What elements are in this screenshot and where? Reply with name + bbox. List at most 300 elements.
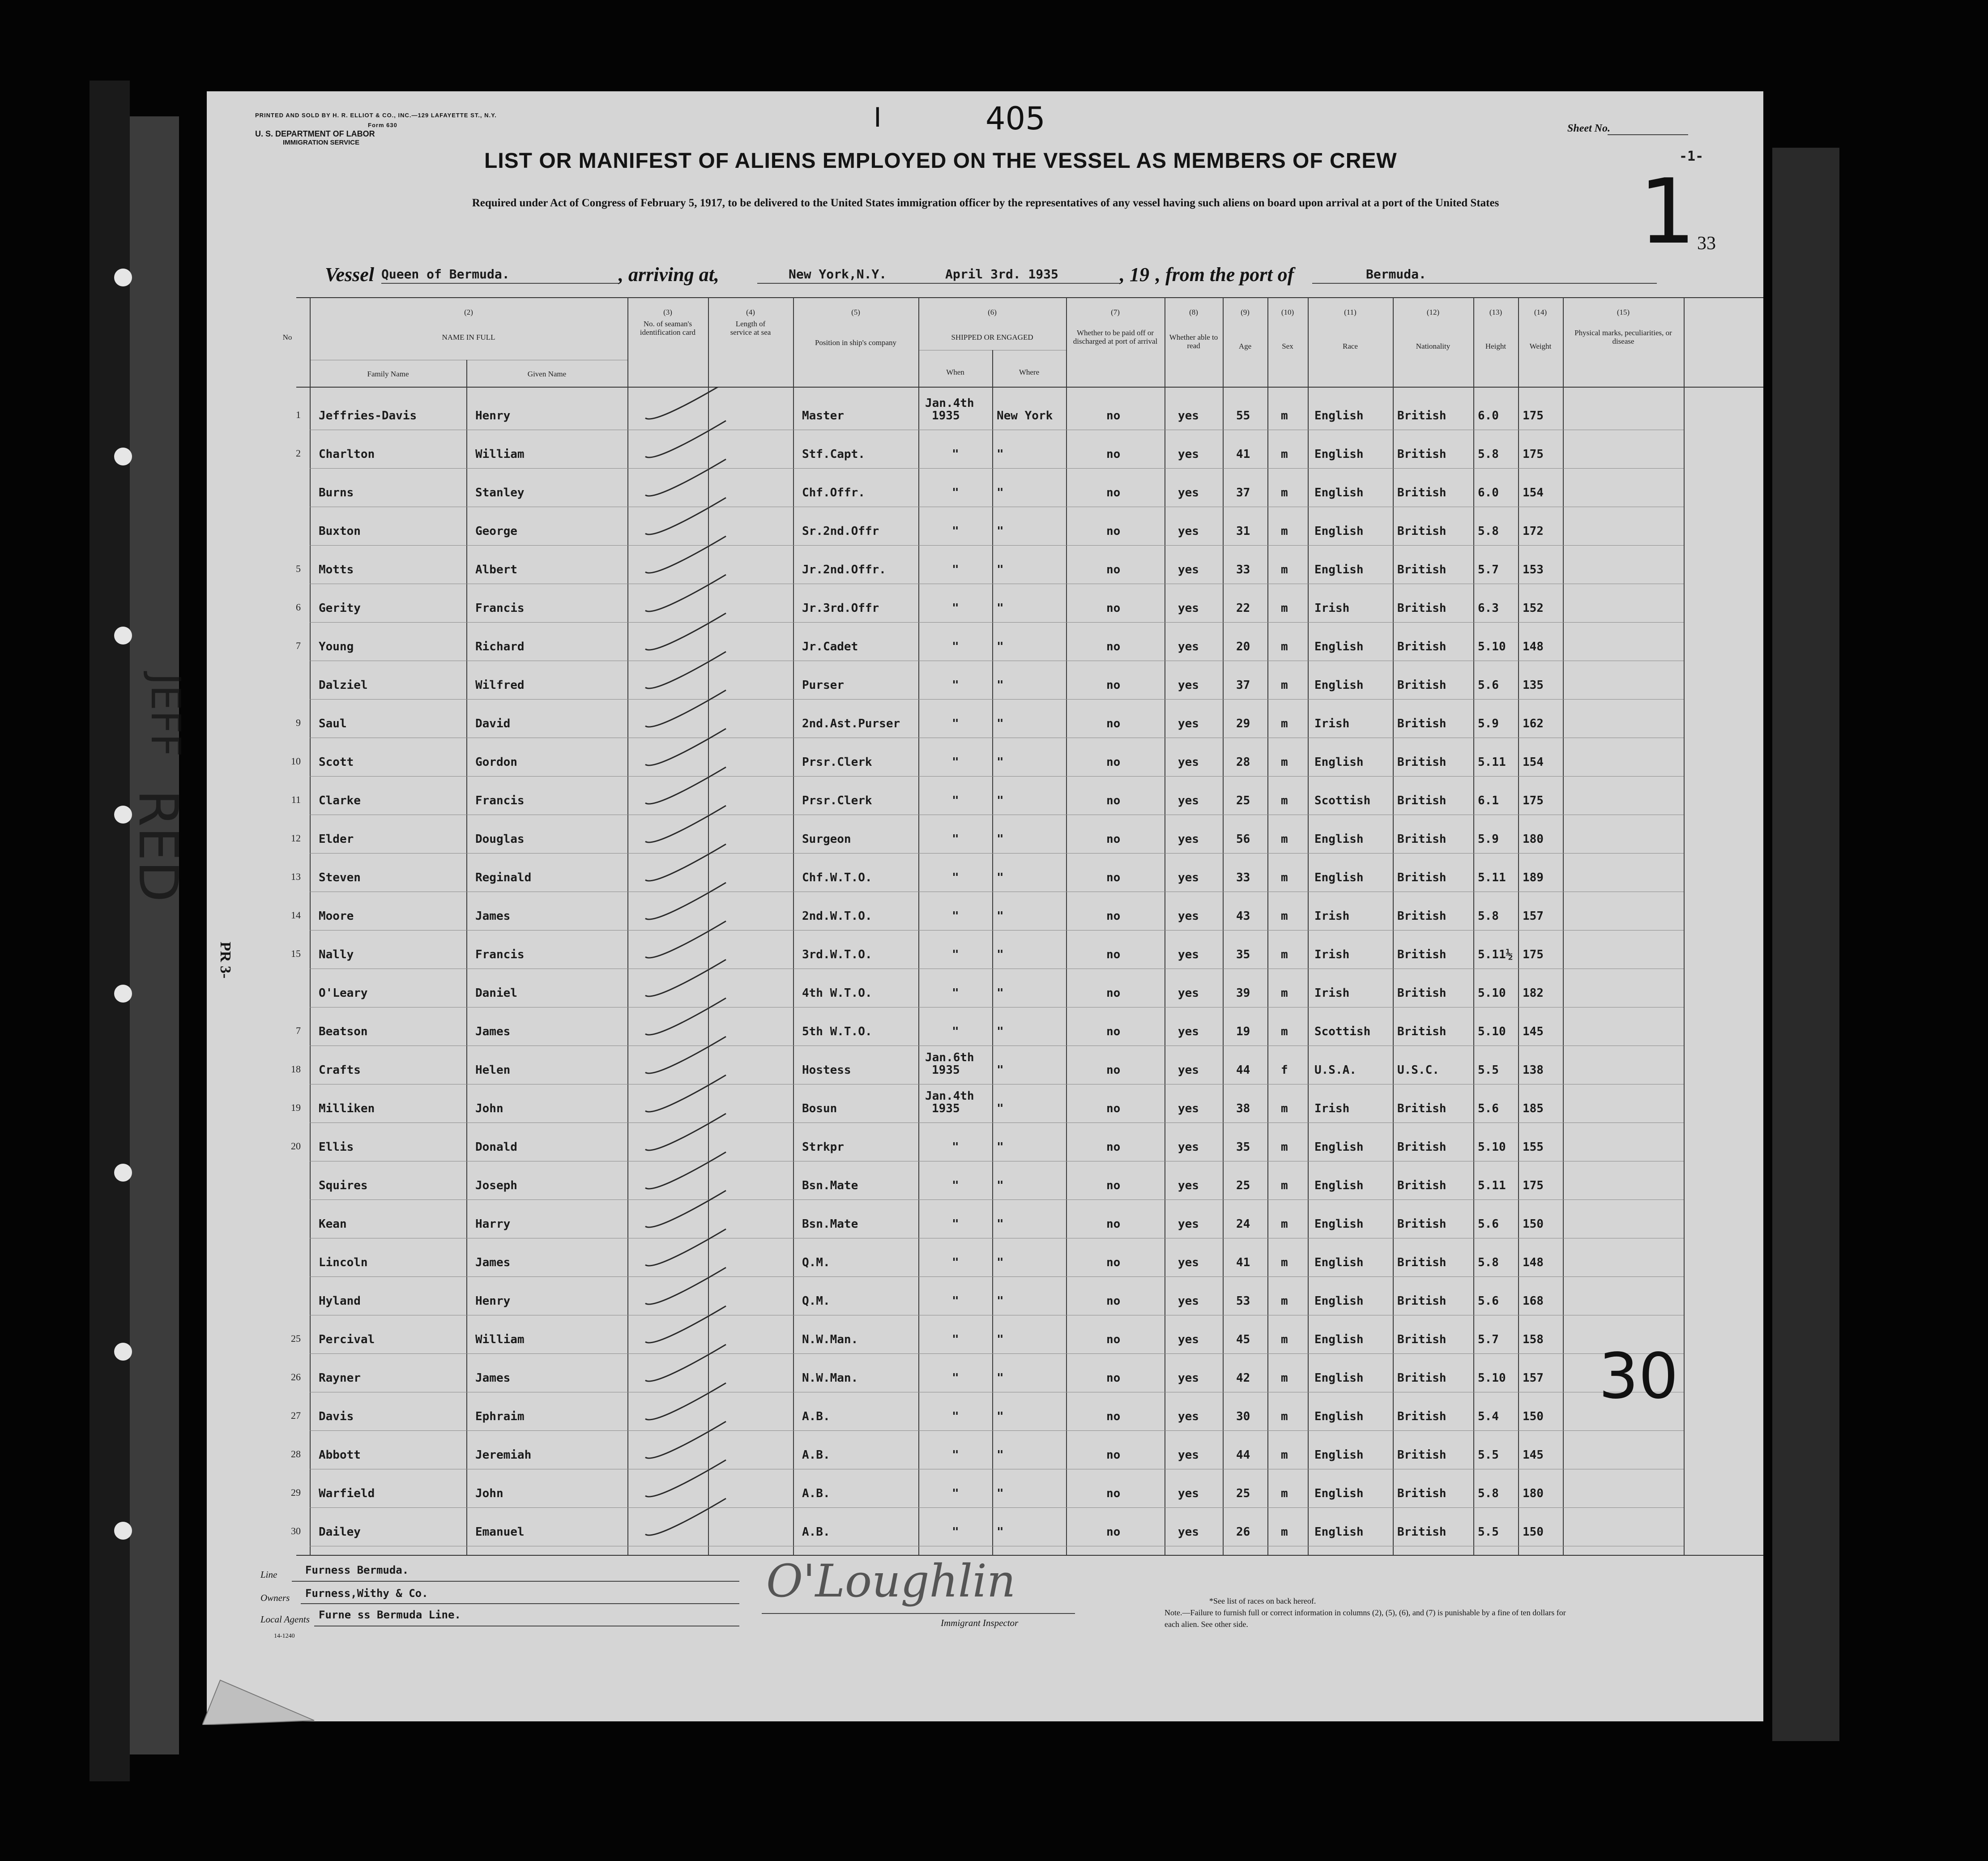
cell-sex: m [1281, 871, 1288, 884]
cell-nationality: British [1397, 640, 1446, 653]
vessel-line [381, 283, 619, 284]
cell-weight: 180 [1523, 1487, 1544, 1500]
cell-where: " [997, 563, 1004, 576]
col-6-number: (6) [988, 308, 997, 316]
cell-family: Kean [319, 1217, 347, 1231]
cell-when: " [952, 1025, 959, 1038]
cell-race: English [1314, 1294, 1364, 1308]
row-number: 28 [291, 1448, 301, 1460]
check-strokes [627, 387, 798, 1568]
row-number: 7 [296, 640, 301, 651]
cell-able-to-read: yes [1178, 717, 1199, 730]
cell-weight: 154 [1523, 755, 1544, 769]
cell-when: " [952, 1217, 959, 1231]
cell-where: " [997, 1217, 1004, 1231]
cell-when: " [952, 717, 959, 730]
penalty-note: Note.—Failure to furnish full or correct information in columns (2), (5), (6), and (7) is punishable by a fine of ten dollars for each alien. See other side. [1165, 1608, 1566, 1629]
cell-where: " [997, 1063, 1004, 1077]
cell-age: 25 [1236, 794, 1250, 807]
cell-given: Harry [475, 1217, 511, 1231]
cell-race: English [1314, 640, 1364, 653]
cell-height: 5.4 [1478, 1410, 1499, 1423]
cell-where: " [997, 1025, 1004, 1038]
cell-race: Irish [1314, 986, 1350, 1000]
row-number: 10 [291, 755, 301, 767]
cell-age: 31 [1236, 525, 1250, 538]
cell-given: Richard [475, 640, 525, 653]
cell-paid-off: no [1106, 755, 1121, 769]
cell-position: 2nd.W.T.O. [802, 909, 872, 923]
cell-when: Jan.4th [925, 397, 974, 410]
department-name: U. S. DEPARTMENT OF LABOR [255, 129, 375, 138]
row-number: 29 [291, 1487, 301, 1498]
column-rule [1308, 297, 1309, 1555]
cell-race: Scottish [1314, 1025, 1371, 1038]
check-stroke [645, 613, 726, 650]
cell-sex: m [1281, 640, 1288, 653]
cell-sex: m [1281, 755, 1288, 769]
cell-given: Emanuel [475, 1525, 525, 1539]
cell-height: 5.9 [1478, 717, 1499, 730]
cell-paid-off: no [1106, 563, 1121, 576]
owners-value: Furness,Withy & Co. [305, 1587, 428, 1600]
cell-age: 29 [1236, 717, 1250, 730]
cell-family: Crafts [319, 1063, 361, 1077]
col-5-number: (5) [851, 308, 860, 316]
cell-weight: 185 [1523, 1102, 1544, 1115]
cell-paid-off: no [1106, 1294, 1121, 1308]
cell-nationality: British [1397, 486, 1446, 499]
cell-when: " [952, 871, 959, 884]
column-rule [1473, 297, 1474, 1555]
cell-sex: m [1281, 986, 1288, 1000]
cell-height: 5.11 [1478, 1179, 1506, 1192]
cell-able-to-read: yes [1178, 1294, 1199, 1308]
cell-age: 56 [1236, 832, 1250, 846]
cell-where: " [997, 525, 1004, 538]
cell-weight: 180 [1523, 832, 1544, 846]
cell-nationality: British [1397, 986, 1446, 1000]
check-stroke [645, 459, 726, 496]
cell-when-year: 1935 [932, 1102, 960, 1115]
check-stroke [645, 498, 726, 534]
col-nationality-header: Nationality [1416, 342, 1450, 350]
cell-age: 42 [1236, 1371, 1250, 1385]
cell-where: " [997, 640, 1004, 653]
cell-able-to-read: yes [1178, 1179, 1199, 1192]
cell-height: 6.3 [1478, 602, 1499, 615]
handwritten-sheet-number: 1 [1639, 160, 1696, 264]
check-stroke [645, 1229, 726, 1266]
cell-when-year: 1935 [932, 409, 960, 423]
cell-race: English [1314, 1448, 1364, 1462]
table-header-rule [296, 387, 1763, 388]
binding-hole [114, 1522, 132, 1540]
col-no-label: No [282, 333, 292, 341]
cell-able-to-read: yes [1178, 679, 1199, 692]
cell-when: " [952, 1410, 959, 1423]
row-number: 7 [296, 1025, 301, 1036]
owners-label: Owners [260, 1592, 290, 1603]
from-line [1312, 283, 1657, 284]
cell-when: " [952, 1525, 959, 1539]
arriving-label: , arriving at, [619, 264, 719, 286]
cell-weight: 155 [1523, 1140, 1544, 1154]
cell-given: James [475, 1256, 511, 1269]
cell-sex: m [1281, 1333, 1288, 1346]
check-stroke [645, 1345, 726, 1381]
vessel-label: Vessel [325, 264, 374, 286]
page-marker: -1- [1679, 149, 1704, 164]
from-label: , from the port of [1156, 264, 1294, 286]
cell-nationality: British [1397, 909, 1446, 923]
cell-sex: m [1281, 1525, 1288, 1539]
check-stroke [645, 1383, 726, 1420]
cell-weight: 157 [1523, 909, 1544, 923]
cell-able-to-read: yes [1178, 1333, 1199, 1346]
column-rule [466, 360, 467, 1555]
cell-where: " [997, 1487, 1004, 1500]
cell-age: 45 [1236, 1333, 1250, 1346]
cell-where: " [997, 832, 1004, 846]
cell-sex: m [1281, 832, 1288, 846]
cell-family: Clarke [319, 794, 361, 807]
cell-sex: f [1281, 1063, 1288, 1077]
cell-family: Dailey [319, 1525, 361, 1539]
cell-height: 5.6 [1478, 679, 1499, 692]
cell-able-to-read: yes [1178, 1102, 1199, 1115]
cell-paid-off: no [1106, 1179, 1121, 1192]
binding-hole [114, 627, 132, 645]
col-family-header: Family Name [367, 370, 409, 378]
margin-mark-pr: PR 3- [217, 942, 234, 979]
check-stroke [645, 767, 726, 804]
cell-age: 33 [1236, 563, 1250, 576]
cell-position: Stf.Capt. [802, 448, 865, 461]
cell-race: English [1314, 832, 1364, 846]
cell-family: Warfield [319, 1487, 375, 1500]
cell-where: " [997, 1140, 1004, 1154]
cell-able-to-read: yes [1178, 1410, 1199, 1423]
binding-hole [114, 985, 132, 1003]
cell-when: " [952, 755, 959, 769]
cell-height: 5.10 [1478, 1140, 1506, 1154]
column-rule [1684, 297, 1685, 1555]
cell-race: English [1314, 1217, 1364, 1231]
cell-family: Moore [319, 909, 354, 923]
cell-given: Helen [475, 1063, 511, 1077]
cell-able-to-read: yes [1178, 563, 1199, 576]
cell-height: 5.10 [1478, 640, 1506, 653]
cell-when: Jan.4th [925, 1089, 974, 1103]
cell-when: " [952, 1140, 959, 1154]
cell-height: 5.5 [1478, 1448, 1499, 1462]
signature-line [762, 1613, 1075, 1614]
cell-position: 4th W.T.O. [802, 986, 872, 1000]
cell-weight: 153 [1523, 563, 1544, 576]
cell-able-to-read: yes [1178, 486, 1199, 499]
cell-weight: 175 [1523, 448, 1544, 461]
row-rule [310, 1507, 1684, 1508]
cell-race: Irish [1314, 717, 1350, 730]
check-stroke [645, 575, 726, 611]
cell-family: Abbott [319, 1448, 361, 1462]
cell-given: Stanley [475, 486, 525, 499]
cell-where: " [997, 486, 1004, 499]
cell-position: Hostess [802, 1063, 851, 1077]
cell-able-to-read: yes [1178, 1487, 1199, 1500]
cell-able-to-read: yes [1178, 832, 1199, 846]
cell-position: Jr.Cadet [802, 640, 858, 653]
row-number: 19 [291, 1102, 301, 1113]
cell-position: A.B. [802, 1487, 830, 1500]
cell-weight: 148 [1523, 640, 1544, 653]
cell-race: English [1314, 1487, 1364, 1500]
cell-paid-off: no [1106, 986, 1121, 1000]
cell-when: " [952, 986, 959, 1000]
cell-height: 6.1 [1478, 794, 1499, 807]
cell-age: 37 [1236, 679, 1250, 692]
cell-when: " [952, 640, 959, 653]
cell-nationality: British [1397, 679, 1446, 692]
manifest-sheet [127, 91, 1763, 1721]
arrival-line [757, 283, 1120, 284]
cell-position: Sr.2nd.Offr [802, 525, 879, 538]
cell-height: 5.7 [1478, 563, 1499, 576]
row-rule [310, 699, 1684, 700]
cell-when: " [952, 1371, 959, 1385]
cell-race: English [1314, 1525, 1364, 1539]
right-page-edge [1772, 148, 1839, 1741]
column-rule [1518, 297, 1519, 1555]
cell-race: English [1314, 1410, 1364, 1423]
sheet-label: Sheet No. [1567, 123, 1610, 134]
row-rule [310, 468, 1684, 469]
column-rule [1393, 297, 1394, 1555]
cell-race: English [1314, 1371, 1364, 1385]
cell-family: Saul [319, 717, 347, 730]
cell-race: English [1314, 1140, 1364, 1154]
agents-value: Furne ss Bermuda Line. [319, 1609, 461, 1621]
check-stroke [645, 998, 726, 1035]
cell-able-to-read: yes [1178, 909, 1199, 923]
cell-paid-off: no [1106, 1102, 1121, 1115]
cell-age: 25 [1236, 1179, 1250, 1192]
cell-nationality: British [1397, 1371, 1446, 1385]
cell-given: Henry [475, 1294, 511, 1308]
cell-nationality: British [1397, 794, 1446, 807]
cell-height: 5.11 [1478, 871, 1506, 884]
cell-family: Ellis [319, 1140, 354, 1154]
cell-able-to-read: yes [1178, 409, 1199, 423]
footer-rule [296, 1555, 1763, 1556]
cell-where: " [997, 1525, 1004, 1539]
cell-age: 55 [1236, 409, 1250, 423]
col-14-number: (14) [1534, 308, 1547, 316]
cell-weight: 158 [1523, 1333, 1544, 1346]
cell-race: Irish [1314, 948, 1350, 961]
check-stroke [645, 690, 726, 727]
col-9-number: (9) [1241, 308, 1250, 316]
cell-sex: m [1281, 525, 1288, 538]
cell-race: English [1314, 1179, 1364, 1192]
cell-where: " [997, 448, 1004, 461]
row-number: 14 [291, 909, 301, 921]
cell-family: Elder [319, 832, 354, 846]
form-stock-number: 14-1240 [274, 1633, 295, 1639]
cell-nationality: British [1397, 1333, 1446, 1346]
cell-where: " [997, 679, 1004, 692]
cell-where: " [997, 1179, 1004, 1192]
cell-position: Chf.Offr. [802, 486, 865, 499]
cell-age: 24 [1236, 1217, 1250, 1231]
cell-weight: 150 [1523, 1217, 1544, 1231]
cell-nationality: British [1397, 1410, 1446, 1423]
cell-height: 5.6 [1478, 1102, 1499, 1115]
cell-given: James [475, 909, 511, 923]
column-rule [1066, 297, 1067, 1555]
cell-nationality: British [1397, 1140, 1446, 1154]
cell-weight: 150 [1523, 1525, 1544, 1539]
cell-race: English [1314, 525, 1364, 538]
cell-race: English [1314, 679, 1364, 692]
cell-weight: 150 [1523, 1410, 1544, 1423]
check-stroke [645, 806, 726, 842]
cell-position: 3rd.W.T.O. [802, 948, 872, 961]
cell-position: A.B. [802, 1448, 830, 1462]
cell-race: Irish [1314, 1102, 1350, 1115]
row-rule [310, 776, 1684, 777]
cell-nationality: British [1397, 602, 1446, 615]
cell-weight: 189 [1523, 871, 1544, 884]
cell-able-to-read: yes [1178, 1256, 1199, 1269]
cell-weight: 175 [1523, 1179, 1544, 1192]
cell-weight: 175 [1523, 794, 1544, 807]
cell-sex: m [1281, 1294, 1288, 1308]
from-port: Bermuda. [1366, 267, 1426, 282]
cell-given: Wilfred [475, 679, 525, 692]
cell-family: Hyland [319, 1294, 361, 1308]
col-4-number: (4) [746, 308, 755, 316]
cell-when: " [952, 794, 959, 807]
cell-nationality: British [1397, 525, 1446, 538]
cell-family: Dalziel [319, 679, 368, 692]
column-rule [310, 297, 311, 1555]
cell-age: 44 [1236, 1448, 1250, 1462]
cell-position: Bsn.Mate [802, 1179, 858, 1192]
cell-weight: 168 [1523, 1294, 1544, 1308]
cell-race: Irish [1314, 909, 1350, 923]
cell-weight: 175 [1523, 409, 1544, 423]
cell-age: 41 [1236, 1256, 1250, 1269]
cell-given: William [475, 448, 525, 461]
check-stroke [645, 1268, 726, 1304]
cell-sex: m [1281, 1371, 1288, 1385]
cell-able-to-read: yes [1178, 986, 1199, 1000]
cell-given: Jeremiah [475, 1448, 532, 1462]
cell-family: Milliken [319, 1102, 375, 1115]
cell-nationality: British [1397, 1487, 1446, 1500]
vessel-name: Queen of Bermuda. [381, 267, 510, 282]
cell-family: Jeffries-Davis [319, 409, 417, 423]
cell-height: 5.7 [1478, 1333, 1499, 1346]
service-name: IMMIGRATION SERVICE [283, 139, 360, 146]
check-stroke [645, 729, 726, 765]
cell-sex: m [1281, 1140, 1288, 1154]
arrival-date: April 3rd. 1935 [945, 267, 1058, 282]
col-position-header: Position in ship's company [815, 338, 897, 347]
cell-height: 5.6 [1478, 1294, 1499, 1308]
row-number: 25 [291, 1333, 301, 1344]
cell-family: Squires [319, 1179, 368, 1192]
cell-paid-off: no [1106, 1448, 1121, 1462]
cell-position: Strkpr [802, 1140, 844, 1154]
footer-line-2 [301, 1603, 739, 1604]
row-number: 18 [291, 1063, 301, 1075]
cell-weight: 175 [1523, 948, 1544, 961]
cell-able-to-read: yes [1178, 755, 1199, 769]
cell-paid-off: no [1106, 1333, 1121, 1346]
cell-sex: m [1281, 1217, 1288, 1231]
cell-given: Daniel [475, 986, 517, 1000]
line-label: Line [260, 1569, 277, 1580]
margin-mark-jeff: JEFF [142, 673, 189, 757]
row-rule [310, 1430, 1684, 1431]
cell-paid-off: no [1106, 1410, 1121, 1423]
cell-nationality: U.S.C. [1397, 1063, 1439, 1077]
curled-corner [202, 1671, 319, 1725]
agents-label: Local Agents [260, 1614, 310, 1625]
cell-position: Surgeon [802, 832, 851, 846]
cell-paid-off: no [1106, 871, 1121, 884]
cell-paid-off: no [1106, 948, 1121, 961]
cell-paid-off: no [1106, 640, 1121, 653]
cell-where: " [997, 794, 1004, 807]
cell-family: Buxton [319, 525, 361, 538]
sheet-line [1608, 134, 1688, 135]
column-rule [1563, 297, 1564, 1555]
cell-able-to-read: yes [1178, 640, 1199, 653]
cell-when: " [952, 909, 959, 923]
cell-family: Scott [319, 755, 354, 769]
cell-when: " [952, 1179, 959, 1192]
row-number: 12 [291, 832, 301, 844]
inspector-label: Immigrant Inspector [941, 1618, 1019, 1628]
cell-when: " [952, 1256, 959, 1269]
cell-where: " [997, 986, 1004, 1000]
cell-position: Jr.2nd.Offr. [802, 563, 886, 576]
cell-when: " [952, 563, 959, 576]
binding-hole [114, 1343, 132, 1361]
cell-age: 25 [1236, 1487, 1250, 1500]
cell-given: Francis [475, 948, 525, 961]
cell-height: 5.8 [1478, 1487, 1499, 1500]
cell-sex: m [1281, 1102, 1288, 1115]
cell-where: " [997, 871, 1004, 884]
cell-paid-off: no [1106, 1063, 1121, 1077]
cell-sex: m [1281, 602, 1288, 615]
cell-weight: 162 [1523, 717, 1544, 730]
row-number: 2 [296, 448, 301, 459]
row-rule [310, 853, 1684, 854]
cell-paid-off: no [1106, 602, 1121, 615]
cell-age: 22 [1236, 602, 1250, 615]
cell-nationality: British [1397, 1102, 1446, 1115]
cell-position: A.B. [802, 1410, 830, 1423]
cell-given: Francis [475, 602, 525, 615]
cell-sex: m [1281, 1448, 1288, 1462]
cell-weight: 138 [1523, 1063, 1544, 1077]
